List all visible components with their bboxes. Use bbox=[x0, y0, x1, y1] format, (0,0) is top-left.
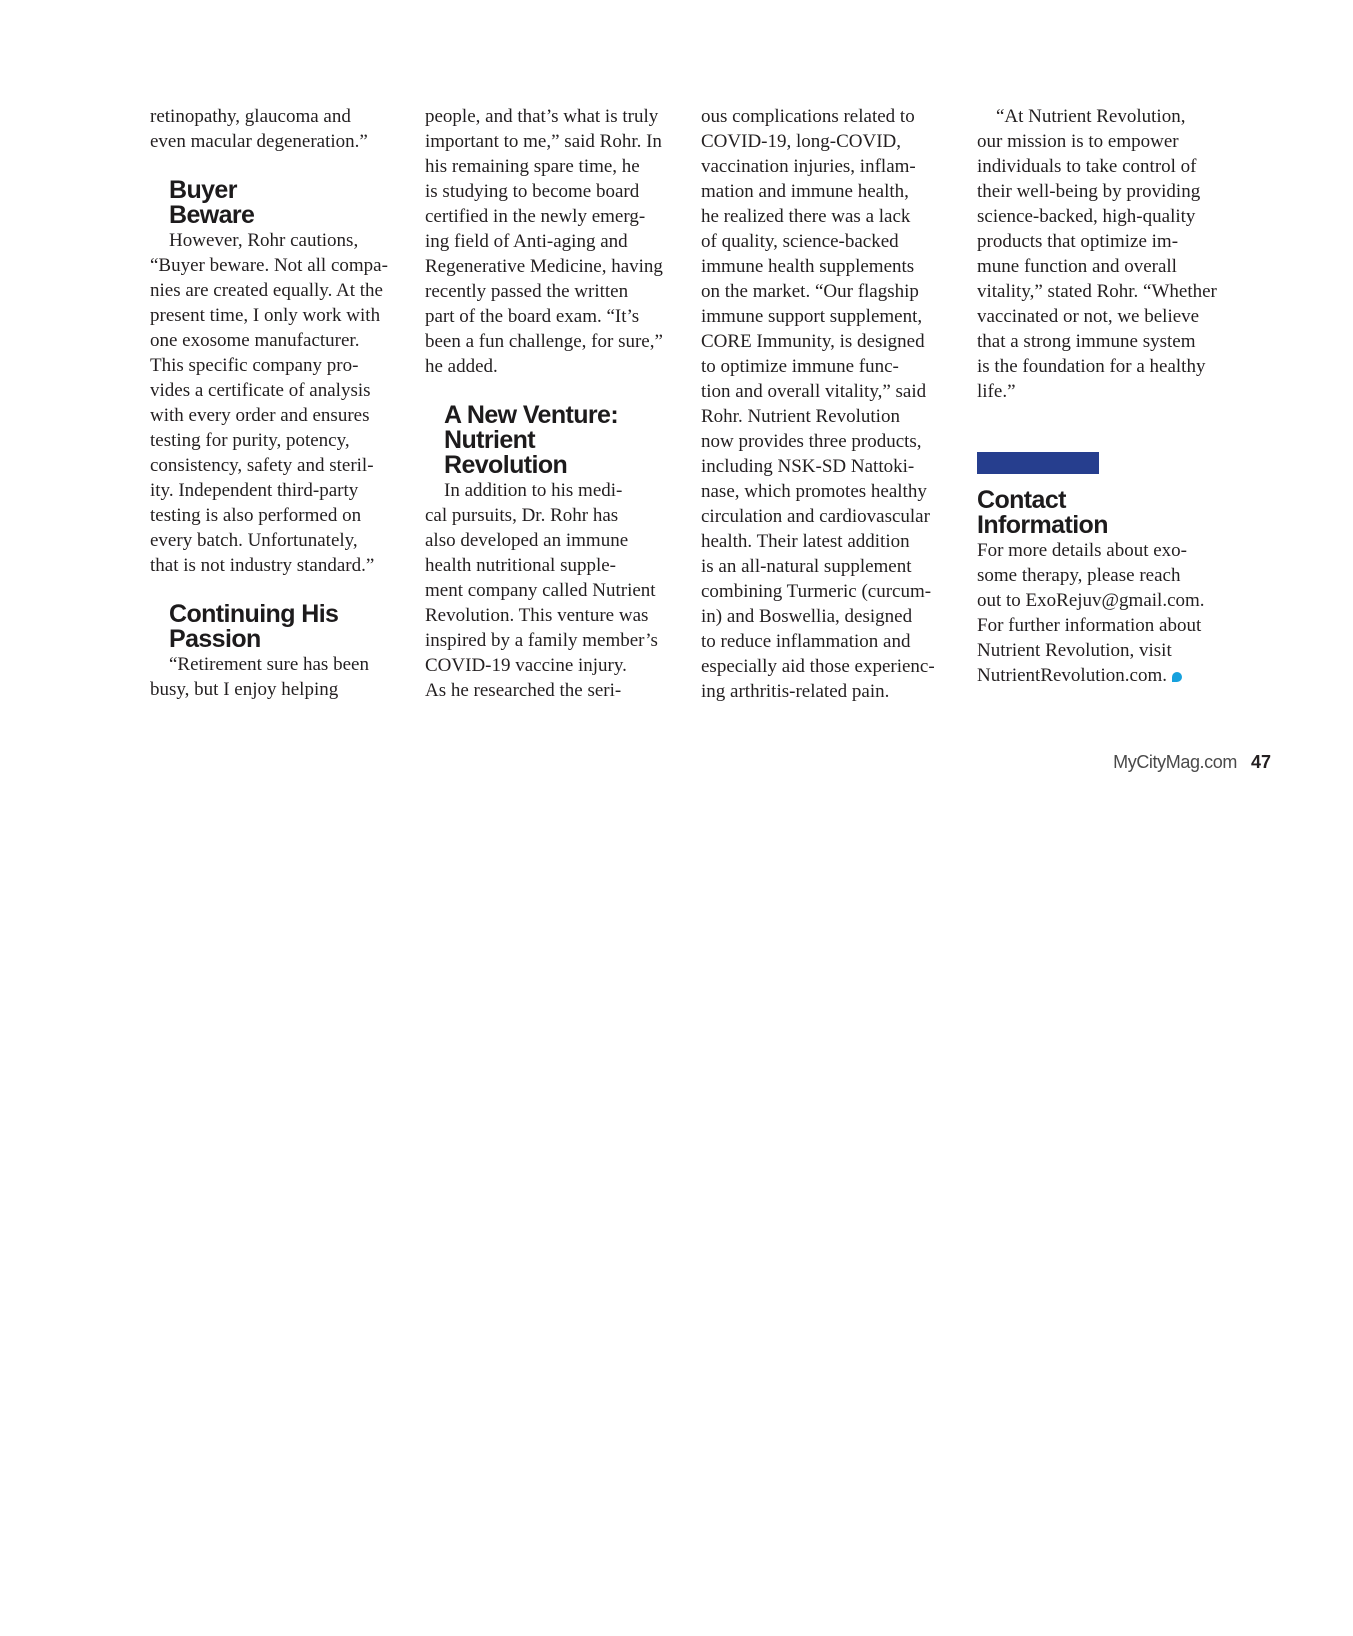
article-column-2 bbox=[425, 104, 683, 703]
text-line-content: circulation and cardiovascular bbox=[701, 506, 930, 527]
body-paragraph bbox=[977, 538, 1235, 688]
text-line-content: tion and overall vitality,” said bbox=[701, 381, 927, 402]
text-line bbox=[425, 129, 683, 154]
text-line bbox=[701, 454, 959, 479]
text-line bbox=[977, 229, 1235, 254]
article-end-icon bbox=[1172, 672, 1182, 682]
text-line-content: As he researched the seri- bbox=[425, 680, 622, 701]
text-line-content: also developed an immune bbox=[425, 530, 629, 551]
text-line-content: In addition to his medi- bbox=[444, 480, 623, 501]
text-line bbox=[977, 254, 1235, 279]
text-line bbox=[425, 578, 683, 603]
text-line bbox=[425, 154, 683, 179]
text-line-content: out to ExoRejuv@gmail.com. bbox=[977, 590, 1205, 611]
text-line-content: is an all-natural supplement bbox=[701, 556, 912, 577]
text-line bbox=[425, 179, 683, 204]
text-line bbox=[977, 329, 1235, 354]
text-line-content: NutrientRevolution.com. bbox=[977, 665, 1167, 686]
section-color-bar bbox=[977, 452, 1099, 474]
text-line-content: vides a certificate of analysis bbox=[150, 380, 371, 401]
page-number: 47 bbox=[1250, 752, 1271, 772]
text-line-content: COVID-19, long-COVID, bbox=[701, 131, 902, 152]
text-line-content: CORE Immunity, is designed bbox=[701, 331, 925, 352]
text-line bbox=[977, 638, 1235, 663]
text-line-content: been a fun challenge, for sure,” bbox=[425, 331, 663, 352]
body-paragraph bbox=[425, 478, 683, 703]
text-line-content: nies are created equally. At the bbox=[150, 280, 383, 301]
text-line bbox=[701, 154, 959, 179]
text-line-content: testing is also performed on bbox=[150, 505, 362, 526]
text-line-content: mation and immune health, bbox=[701, 181, 909, 202]
text-line bbox=[425, 553, 683, 578]
text-line bbox=[701, 604, 959, 629]
text-line bbox=[977, 613, 1235, 638]
text-line-content: “At Nutrient Revolution, bbox=[996, 106, 1186, 127]
text-line-content: including NSK-SD Nattoki- bbox=[701, 456, 915, 477]
text-line-content: even macular degeneration.” bbox=[150, 131, 368, 152]
text-line bbox=[150, 129, 408, 154]
text-line bbox=[701, 254, 959, 279]
text-line-content: For more details about exo- bbox=[977, 540, 1188, 561]
text-line bbox=[150, 677, 408, 702]
text-line-content: some therapy, please reach bbox=[977, 565, 1181, 586]
text-line-content: However, Rohr cautions, bbox=[169, 230, 359, 251]
text-line bbox=[701, 354, 959, 379]
text-line-content: he added. bbox=[425, 356, 498, 377]
text-line-content: vitality,” stated Rohr. “Whether bbox=[977, 281, 1217, 302]
text-line bbox=[977, 279, 1235, 304]
text-line-content: of quality, science-backed bbox=[701, 231, 899, 252]
text-line-content: our mission is to empower bbox=[977, 131, 1179, 152]
heading-line: Nutrient bbox=[444, 426, 536, 454]
body-paragraph bbox=[150, 652, 408, 702]
text-line bbox=[701, 529, 959, 554]
text-line bbox=[701, 304, 959, 329]
heading-line: Contact bbox=[977, 486, 1066, 514]
text-line bbox=[425, 329, 683, 354]
text-line-content: recently passed the written bbox=[425, 281, 629, 302]
text-line bbox=[701, 329, 959, 354]
text-line bbox=[701, 479, 959, 504]
text-line bbox=[425, 229, 683, 254]
body-paragraph bbox=[150, 228, 408, 578]
text-line bbox=[425, 204, 683, 229]
text-line bbox=[977, 104, 1235, 129]
text-line-content: that a strong immune system bbox=[977, 331, 1196, 352]
text-line bbox=[425, 528, 683, 553]
section-heading bbox=[150, 602, 408, 652]
text-line bbox=[701, 229, 959, 254]
text-line-content: important to me,” said Rohr. In bbox=[425, 131, 662, 152]
text-line bbox=[701, 504, 959, 529]
heading-line: Buyer bbox=[169, 176, 237, 204]
text-line-content: COVID-19 vaccine injury. bbox=[425, 655, 627, 676]
text-line-content: health nutritional supple- bbox=[425, 555, 617, 576]
text-line-content: ing arthritis-related pain. bbox=[701, 681, 890, 702]
text-line-content: especially aid those experienc- bbox=[701, 656, 935, 677]
heading-line: Passion bbox=[169, 625, 261, 653]
text-line-content: in) and Boswellia, designed bbox=[701, 606, 913, 627]
text-line bbox=[150, 528, 408, 553]
section-heading bbox=[425, 403, 683, 478]
text-line bbox=[701, 104, 959, 129]
text-line-content: science-backed, high-quality bbox=[977, 206, 1196, 227]
text-line bbox=[977, 129, 1235, 154]
text-line bbox=[701, 279, 959, 304]
text-line bbox=[977, 588, 1235, 613]
text-line bbox=[701, 429, 959, 454]
text-line bbox=[977, 663, 1235, 688]
text-line bbox=[150, 652, 408, 677]
text-line bbox=[425, 354, 683, 379]
body-paragraph bbox=[150, 104, 408, 154]
text-line bbox=[425, 503, 683, 528]
text-line-content: vaccination injuries, inflam- bbox=[701, 156, 916, 177]
text-line-content: to optimize immune func- bbox=[701, 356, 899, 377]
text-line-content: inspired by a family member’s bbox=[425, 630, 658, 651]
text-line bbox=[150, 553, 408, 578]
text-line-content: is studying to become board bbox=[425, 181, 640, 202]
text-line bbox=[150, 104, 408, 129]
text-line bbox=[701, 129, 959, 154]
text-line bbox=[425, 279, 683, 304]
text-line bbox=[150, 478, 408, 503]
text-line bbox=[701, 404, 959, 429]
text-line bbox=[150, 453, 408, 478]
text-line-content: “Buyer beware. Not all compa- bbox=[150, 255, 388, 276]
text-line-content: ment company called Nutrient bbox=[425, 580, 656, 601]
article-column-1 bbox=[150, 104, 408, 702]
text-line-content: on the market. “Our flagship bbox=[701, 281, 919, 302]
text-line bbox=[425, 304, 683, 329]
text-line-content: “Retirement sure has been bbox=[169, 654, 369, 675]
text-line bbox=[701, 179, 959, 204]
text-line-content: vaccinated or not, we believe bbox=[977, 306, 1200, 327]
text-line-content: testing for purity, potency, bbox=[150, 430, 350, 451]
article-column-3 bbox=[701, 104, 959, 704]
text-line-content: part of the board exam. “It’s bbox=[425, 306, 640, 327]
text-line bbox=[150, 378, 408, 403]
text-line-content: is the foundation for a healthy bbox=[977, 356, 1206, 377]
text-line-content: immune health supplements bbox=[701, 256, 915, 277]
text-line-content: life.” bbox=[977, 381, 1016, 402]
text-line-content: now provides three products, bbox=[701, 431, 922, 452]
body-paragraph bbox=[425, 104, 683, 379]
text-line-content: Revolution. This venture was bbox=[425, 605, 649, 626]
text-line-content: certified in the newly emerg- bbox=[425, 206, 646, 227]
text-line-content: every batch. Unfortunately, bbox=[150, 530, 358, 551]
text-line-content: busy, but I enjoy helping bbox=[150, 679, 339, 700]
text-line bbox=[425, 653, 683, 678]
text-line-content: he realized there was a lack bbox=[701, 206, 911, 227]
text-line bbox=[701, 654, 959, 679]
text-line-content: combining Turmeric (curcum- bbox=[701, 581, 932, 602]
text-line-content: retinopathy, glaucoma and bbox=[150, 106, 351, 127]
text-line-content: their well-being by providing bbox=[977, 181, 1201, 202]
text-line bbox=[701, 554, 959, 579]
text-line-content: ity. Independent third-party bbox=[150, 480, 359, 501]
text-line-content: ous complications related to bbox=[701, 106, 915, 127]
text-line-content: individuals to take control of bbox=[977, 156, 1197, 177]
text-line-content: health. Their latest addition bbox=[701, 531, 910, 552]
text-line-content: people, and that’s what is truly bbox=[425, 106, 659, 127]
text-line-content: immune support supplement, bbox=[701, 306, 923, 327]
heading-line: A New Venture: bbox=[444, 401, 619, 429]
text-line bbox=[701, 679, 959, 704]
footer-site-name: MyCityMag.com bbox=[1113, 752, 1237, 772]
text-line bbox=[150, 353, 408, 378]
text-line-content: For further information about bbox=[977, 615, 1202, 636]
text-line bbox=[150, 303, 408, 328]
body-paragraph bbox=[701, 104, 959, 704]
text-line-content: one exosome manufacturer. bbox=[150, 330, 360, 351]
text-line-content: products that optimize im- bbox=[977, 231, 1179, 252]
text-line-content: consistency, safety and steril- bbox=[150, 455, 374, 476]
heading-line: Revolution bbox=[444, 451, 568, 479]
text-line bbox=[977, 304, 1235, 329]
text-line bbox=[425, 104, 683, 129]
text-line bbox=[977, 179, 1235, 204]
text-line bbox=[150, 428, 408, 453]
text-line bbox=[150, 278, 408, 303]
text-line-content: Rohr. Nutrient Revolution bbox=[701, 406, 900, 427]
text-line bbox=[150, 253, 408, 278]
text-line-content: that is not industry standard.” bbox=[150, 555, 375, 576]
heading-line: Information bbox=[977, 511, 1108, 539]
text-line bbox=[425, 628, 683, 653]
text-line bbox=[150, 328, 408, 353]
text-line-content: cal pursuits, Dr. Rohr has bbox=[425, 505, 619, 526]
text-line bbox=[425, 678, 683, 703]
section-heading bbox=[977, 488, 1235, 538]
text-line-content: This specific company pro- bbox=[150, 355, 359, 376]
text-line bbox=[425, 254, 683, 279]
section-heading bbox=[150, 178, 408, 228]
text-line-content: Regenerative Medicine, having bbox=[425, 256, 663, 277]
heading-line: Beware bbox=[169, 201, 255, 229]
text-line-content: nase, which promotes healthy bbox=[701, 481, 927, 502]
text-line-content: present time, I only work with bbox=[150, 305, 381, 326]
text-line bbox=[150, 403, 408, 428]
text-line bbox=[150, 503, 408, 528]
text-line bbox=[701, 579, 959, 604]
article-column-4 bbox=[977, 104, 1235, 688]
text-line bbox=[977, 563, 1235, 588]
text-line-content: mune function and overall bbox=[977, 256, 1177, 277]
text-line bbox=[977, 379, 1235, 404]
text-line bbox=[701, 379, 959, 404]
text-line bbox=[977, 204, 1235, 229]
page-footer bbox=[1113, 752, 1271, 773]
heading-line: Continuing His bbox=[169, 600, 339, 628]
text-line-content: Nutrient Revolution, visit bbox=[977, 640, 1172, 661]
text-line-content: his remaining spare time, he bbox=[425, 156, 640, 177]
text-line bbox=[977, 154, 1235, 179]
body-paragraph bbox=[977, 104, 1235, 404]
text-line-content: ing field of Anti-aging and bbox=[425, 231, 628, 252]
text-line-content: with every order and ensures bbox=[150, 405, 370, 426]
text-line bbox=[701, 629, 959, 654]
text-line-content: to reduce inflammation and bbox=[701, 631, 911, 652]
text-line bbox=[977, 538, 1235, 563]
text-line bbox=[150, 228, 408, 253]
text-line bbox=[701, 204, 959, 229]
text-line bbox=[425, 603, 683, 628]
text-line bbox=[425, 478, 683, 503]
text-line bbox=[977, 354, 1235, 379]
